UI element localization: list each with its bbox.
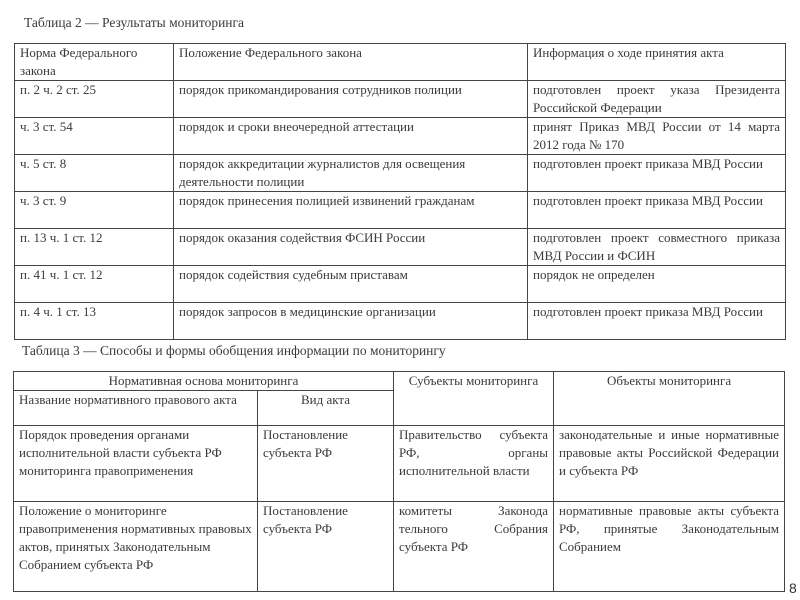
header-cell-normative-basis: Нормативная основа мониторинга bbox=[14, 372, 394, 391]
monitoring-methods-table bbox=[13, 371, 785, 592]
table-row bbox=[15, 155, 786, 192]
cell-info: подготовлен проект приказа МВД России bbox=[528, 192, 786, 229]
cell-provision: порядок оказания содействия ФСИН России bbox=[174, 229, 528, 266]
cell-act-name: Порядок проведения органами исполнительной власти субъекта РФ мониторинга правоприменения bbox=[14, 426, 258, 502]
cell-provision: порядок прикомандирования сотрудников полиции bbox=[174, 81, 528, 118]
cell-provision: порядок принесения полицией извинений гражданам bbox=[174, 192, 528, 229]
cell-act-type: Постановление субъекта РФ bbox=[258, 502, 394, 592]
table-row bbox=[15, 266, 786, 303]
cell-objects: нормативные правовые акты субъекта РФ, принятые Законодательным Собранием bbox=[554, 502, 785, 592]
table-header-row bbox=[14, 372, 785, 391]
cell-norm: п. 4 ч. 1 ст. 13 bbox=[15, 303, 174, 340]
table2-caption: Таблица 2 — Результаты мониторинга bbox=[24, 15, 245, 30]
cell-provision: порядок содействия судебным приставам bbox=[174, 266, 528, 303]
cell-subjects: комитеты Законода тельного Собрания субъекта РФ bbox=[394, 502, 554, 592]
table-row bbox=[15, 81, 786, 118]
table3-caption: Таблица 3 — Способы и формы обобщения информации по мониторингу bbox=[22, 343, 446, 358]
table-row bbox=[15, 303, 786, 340]
cell-norm: ч. 3 ст. 9 bbox=[15, 192, 174, 229]
cell-info: принят Приказ МВД России от 14 марта 2012 года № 170 bbox=[528, 118, 786, 155]
table-header-row bbox=[15, 44, 786, 81]
cell-act-name: Положение о мониторинге правоприменения нормативных правовых актов, принятых Законодательным Собранием субъекта РФ bbox=[14, 502, 258, 592]
cell-norm: п. 2 ч. 2 ст. 25 bbox=[15, 81, 174, 118]
header-cell-provision: Положение Федерального закона bbox=[174, 44, 528, 81]
table-row bbox=[15, 229, 786, 266]
table-row bbox=[15, 192, 786, 229]
header-cell-act-name: Название нормативного правового акта bbox=[14, 391, 258, 426]
cell-norm: ч. 5 ст. 8 bbox=[15, 155, 174, 192]
cell-act-type: Постановление субъекта РФ bbox=[258, 426, 394, 502]
cell-subjects: Правительство субъекта РФ, органы исполнительной власти bbox=[394, 426, 554, 502]
header-cell-act-type: Вид акта bbox=[258, 391, 394, 426]
monitoring-results-table bbox=[14, 43, 786, 340]
table-row bbox=[14, 426, 785, 502]
header-cell-subjects: Субъекты мониторинга bbox=[394, 372, 554, 426]
cell-info: подготовлен проект приказа МВД России bbox=[528, 155, 786, 192]
cell-info: подготовлен проект указа Президента Российской Федерации bbox=[528, 81, 786, 118]
cell-provision: порядок аккредитации журналистов для освещения деятельности полиции bbox=[174, 155, 528, 192]
cell-norm: п. 41 ч. 1 ст. 12 bbox=[15, 266, 174, 303]
page-number: 8 bbox=[789, 580, 797, 596]
header-cell-norm: Норма Федерального закона bbox=[15, 44, 174, 81]
cell-provision: порядок запросов в медицинские организации bbox=[174, 303, 528, 340]
cell-norm: п. 13 ч. 1 ст. 12 bbox=[15, 229, 174, 266]
cell-norm: ч. 3 ст. 54 bbox=[15, 118, 174, 155]
cell-info: подготовлен проект совместного приказа МВД России и ФСИН bbox=[528, 229, 786, 266]
cell-info: порядок не определен bbox=[528, 266, 786, 303]
table-row bbox=[14, 502, 785, 592]
cell-objects: законодательные и иные нормативные правовые акты Российской Федерации и субъекта РФ bbox=[554, 426, 785, 502]
header-cell-objects: Объекты мониторинга bbox=[554, 372, 785, 426]
cell-info: подготовлен проект приказа МВД России bbox=[528, 303, 786, 340]
cell-provision: порядок и сроки внеочередной аттестации bbox=[174, 118, 528, 155]
table-row bbox=[15, 118, 786, 155]
header-cell-info: Информация о ходе принятия акта bbox=[528, 44, 786, 81]
